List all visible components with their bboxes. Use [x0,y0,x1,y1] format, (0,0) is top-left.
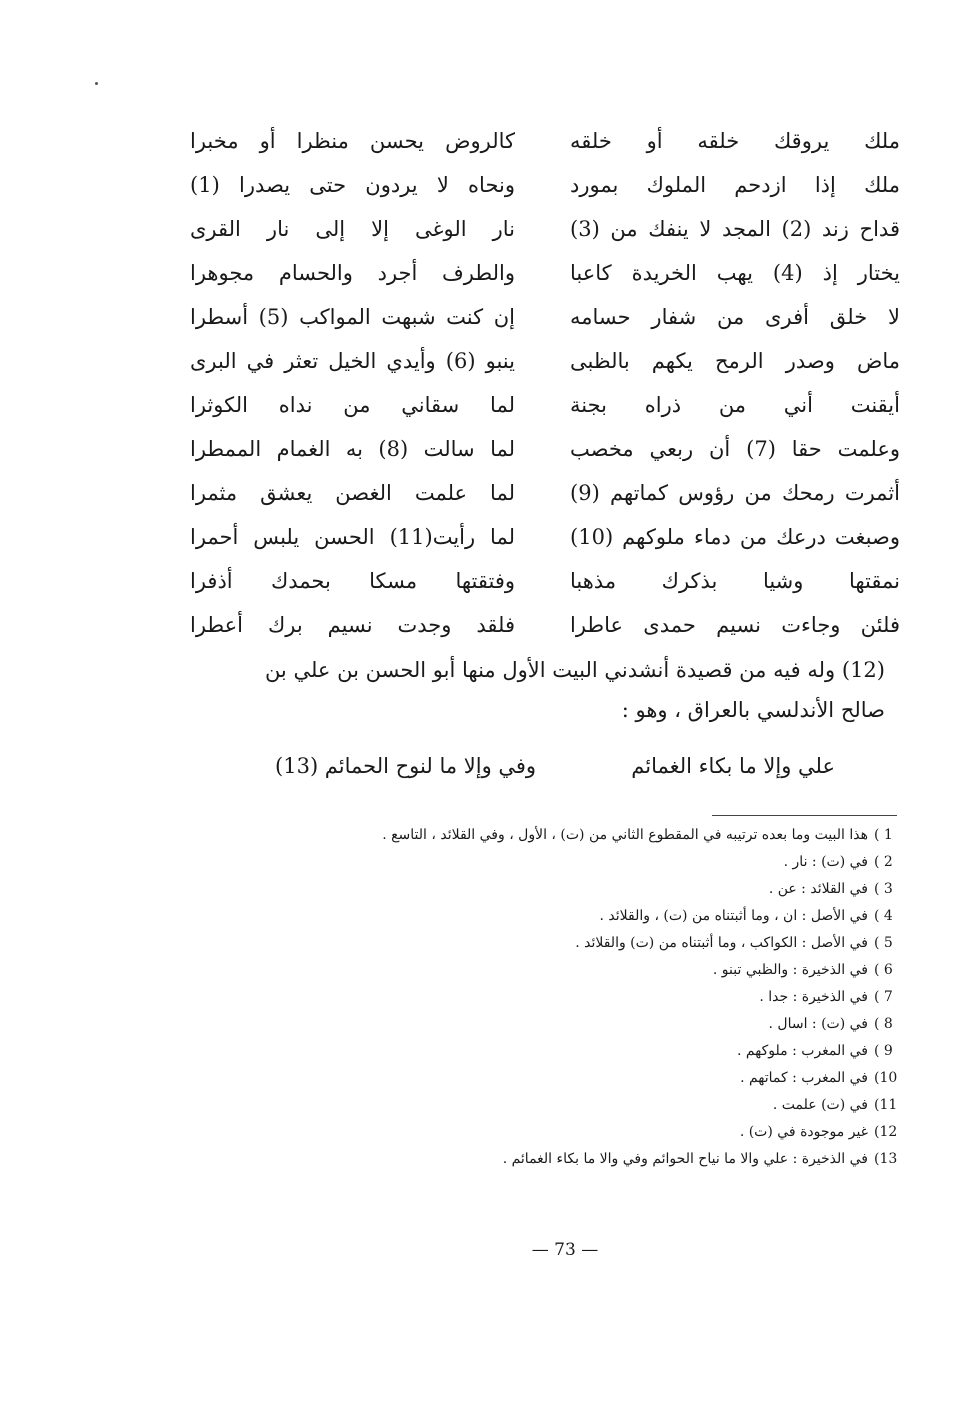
footnote-number: 5 ) [874,935,893,951]
footnote-text: في (ت) : اسال . [768,1016,868,1032]
poem-verse [190,514,900,560]
footnote-text: في الذخيرة : علي والا ما نياح الحوائم وفي والا ما بكاء الغمائم . [502,1151,868,1167]
footnote [200,1119,900,1146]
verse-second-hemistich: لما سالت (8) به الغمام الممطرا [190,437,516,461]
verse-second-hemistich: فلقد وجدت نسيم برك أعطرا [190,613,515,637]
footnote [200,849,900,876]
verse-first-hemistich: لا خلق أفرى من شفار حسامه [570,305,900,329]
footnote [200,930,900,957]
footnote-number: 6 ) [874,962,893,978]
poem-verse [190,382,900,428]
footnote-text: في القلائد : عن . [768,881,868,897]
footnote [200,1065,900,1092]
verse-second-hemistich: وفتقتها مسكا بحمدك أذفرا [190,569,515,593]
footnote [200,957,900,984]
footnote [200,903,900,930]
footnote-number: 10) [874,1070,898,1086]
verse-second-hemistich: لما رأيت(11) الحسن يلبس أحمرا [190,525,515,549]
footnote-number: 11) [874,1097,898,1113]
verse-first-hemistich: ملك يروقك خلقه أو خلقه [570,129,900,153]
footnote-number: 1 ) [874,827,893,843]
verse-second-hemistich: ينبو (6) وأيدي الخيل تعثر في البرى [190,349,515,373]
page-number: — 73 — [531,1240,599,1260]
prose-paragraph [210,650,885,730]
footnote-number: 9 ) [874,1043,893,1059]
verse-second-hemistich: نار الوغى إلا إلى نار القرى [190,217,515,241]
verse-first-hemistich: أيقنت أني من ذراه بجنة [570,393,900,417]
footnote-text: في الذخيرة : جدا . [759,989,868,1005]
footnote [200,1092,900,1119]
poem-verse [190,426,900,472]
verse-second-hemistich: ونحاه لا يردون حتى يصدرا (1) [190,173,515,197]
footnotes [200,822,900,1173]
footnote-number: 13) [874,1151,898,1167]
poem-verse [190,294,900,340]
footnote-text: هذا البيت وما بعده ترتيبه في المقطوع الثاني من (ت) ، الأول ، وفي القلائد ، التاسع . [382,827,868,843]
poem-verse [190,558,900,604]
verse-first-hemistich: وعلمت حقا (7) أن ربعي مخصب [570,437,900,461]
footnote [200,1146,900,1173]
verse-first-hemistich: ملك إذا ازدحم الملوك بمورد [570,173,900,197]
poem-verse [190,206,900,252]
verse-first-hemistich: أثمرت رمحك من رؤوس كماتهم (9) [570,481,900,505]
verse-second-hemistich: لما سقاني من نداه الكوثرا [190,393,515,417]
couplet-second-hemistich: وفي وإلا ما لنوح الحمائم (13) [275,754,537,778]
verse-first-hemistich: قداح زند (2) المجد لا ينفك من (3) [570,217,900,241]
verse-first-hemistich: نمقتها وشيا بذكرك مذهبا [570,569,900,593]
footnote-text: في الذخيرة : والظبي تبنو . [712,962,868,978]
footnote-number: 4 ) [874,908,893,924]
footnote-number: 8 ) [874,1016,893,1032]
poem-verse [190,602,900,648]
footnote-number: 7 ) [874,989,893,1005]
paragraph-line: (12) وله فيه من قصيدة أنشدني البيت الأول منها أبو الحسن بن علي بن [264,658,885,682]
footnote-text: في (ت) علمت . [772,1097,868,1113]
footnote-text: في المغرب : كماتهم . [740,1070,868,1086]
scan-speck [95,82,98,85]
couplet-verse [275,745,835,787]
verse-first-hemistich: ماض وصدر الرمح يكهم بالظبى [570,349,900,373]
poem-verse [190,338,900,384]
footnote-text: في الأصل : ان ، وما أثبتناه من (ت) ، والقلائد . [599,908,868,924]
verse-first-hemistich: يختار إذ (4) يهب الخريدة كاعبا [570,261,900,285]
verse-second-hemistich: والطرف أجرد والحسام مجوهرا [190,261,515,285]
footnote-number: 3 ) [874,881,893,897]
footnote [200,1011,900,1038]
footnote [200,1038,900,1065]
verse-second-hemistich: لما علمت الغصن يعشق مثمرا [190,481,515,505]
footnote-divider [712,815,897,816]
verse-second-hemistich: كالروض يحسن منظرا أو مخبرا [190,129,515,153]
footnote [200,876,900,903]
verse-first-hemistich: وصبغت درعك من دماء ملوكهم (10) [570,525,900,549]
footnote-text: غير موجودة في (ت) . [739,1124,868,1140]
verse-second-hemistich: إن كنت شبهت المواكب (5) أسطرا [190,305,516,329]
poem-verse [190,250,900,296]
footnote [200,822,900,849]
poem-verse [190,118,900,164]
poem-verse [190,162,900,208]
footnote-text: في (ت) : نار . [783,854,868,870]
footnote-text: في الأصل : الكواكب ، وما أثبتناه من (ت) والقلائد . [575,935,868,951]
footnote [200,984,900,1011]
couplet-first-hemistich: علي وإلا ما بكاء الغمائم [631,754,835,778]
paragraph-line: صالح الأندلسي بالعراق ، وهو : [621,698,885,722]
footnote-number: 2 ) [874,854,893,870]
poem-verse [190,470,900,516]
verse-first-hemistich: فلئن وجاءت نسيم حمدى عاطرا [570,613,900,637]
poem [190,118,900,648]
footnote-number: 12) [874,1124,898,1140]
footnote-text: في المغرب : ملوكهم . [736,1043,868,1059]
